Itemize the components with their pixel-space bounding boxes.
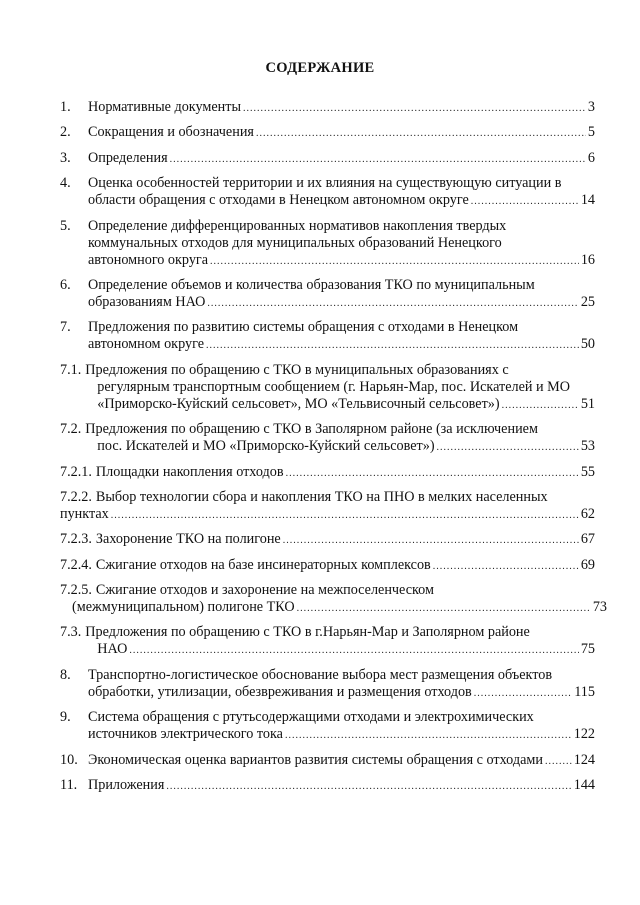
toc-entry-title: «Приморско-Куйский сельсовет», МО «Тельвисочный сельсовет») [97,395,500,412]
toc-page-number[interactable]: 62 [580,505,595,522]
toc-dot-leader [437,439,579,456]
toc-dot-leader [129,642,579,659]
toc-entry-line [88,192,595,210]
toc-entry-number: 2. [60,124,71,141]
toc-entry-number: 7. [60,319,71,336]
toc-entry-title: Приложения [88,777,165,794]
toc-page-number[interactable]: 124 [573,751,595,768]
toc-dot-leader [170,151,586,168]
toc-entry-number: 1. [60,99,71,115]
toc-entry-line [88,319,595,336]
toc-entry-line [88,252,595,270]
toc-entry-body [88,752,595,770]
toc-dot-leader [256,125,586,142]
toc-entry-line [88,667,595,684]
toc-entry-line [60,599,607,617]
toc-entry-number: 4. [60,175,71,192]
toc-entry-number: 7.3. [60,624,82,641]
toc-dot-leader [285,727,572,744]
toc-dot-leader [111,507,579,524]
toc-page-number[interactable]: 14 [580,192,595,209]
toc-entry-number: 11. [60,777,78,794]
toc-entry-number: 7.2.3. [60,531,92,548]
toc-entry-line [88,752,595,770]
toc-entry-title: Определение объемов и количества образования ТКО по муниципальным [88,276,535,293]
toc-entry-line [88,99,595,117]
toc-entry-title: регулярным транспортным сообщением (г. Нарьян-Мар, пос. Искателей и МО [97,378,571,395]
toc-dot-leader [286,465,579,482]
toc-entry-body [96,464,595,482]
toc-entry-body [88,777,595,795]
toc-entry[interactable] [60,667,595,702]
toc-entry-line [60,489,595,506]
toc-entry-number: 10. [60,751,78,768]
toc-entry[interactable] [60,464,595,482]
toc-entry-title: Предложения по обращению с ТКО в Заполярном районе (за исключением [85,421,538,438]
toc-entry-line [85,379,595,396]
toc-page-number[interactable]: 3 [587,99,595,115]
toc-page-number[interactable]: 53 [580,438,595,455]
toc-page-number[interactable]: 144 [573,777,595,794]
toc-dot-leader [206,337,579,354]
toc-entry-line [88,684,595,702]
toc-entry-number: 7.2.1. [60,463,92,480]
toc-entry[interactable] [60,362,595,414]
toc-entry-line [88,777,595,795]
toc-entry-title: Предложения по развитию системы обращения с отходами в Ненецком [88,319,519,336]
toc-dot-leader [210,253,579,270]
toc-entry-body [88,218,595,270]
toc-dot-leader [545,753,572,770]
toc-entry-line [88,709,595,726]
toc-entry-line [88,294,595,312]
toc-entry-title: Оценка особенностей территории и их влияния на существующую ситуации в [88,175,562,192]
toc-dot-leader [283,532,579,549]
toc-entry-line [88,124,595,142]
toc-entry-title: НАО [97,641,128,658]
toc-entry[interactable] [60,752,595,770]
toc-entry[interactable] [60,624,595,659]
toc-dot-leader [471,193,579,210]
toc-entry-title: источников электрического тока [88,726,283,743]
toc-entry-title: обработки, утилизации, обезвреживания и размещения отходов [88,683,472,700]
toc-entry[interactable] [60,709,595,744]
toc-entry-line [96,464,595,482]
toc-entry-title: автономного округа [88,251,209,268]
toc-page-number[interactable]: 122 [573,726,595,743]
toc-entry-title: пунктах [60,505,109,522]
toc-entry-title: Площадки накопления отходов [95,463,284,480]
toc-entry-title: Экономическая оценка вариантов развития системы обращения с отходами [88,751,543,768]
toc-entry-number: 3. [60,149,71,166]
toc-entry-title: Определение дифференцированных нормативов накопления твердых [88,217,507,234]
toc-entry-number: 7.2. [60,421,82,438]
toc-entry-title: Определения [88,149,168,166]
toc-entry-line [88,218,595,235]
toc-entry[interactable] [60,319,595,354]
toc-entry-body [88,99,595,117]
toc-entry-line [88,726,595,744]
toc-entry-title: Сокращения и обозначения [88,124,254,141]
table-of-contents [60,99,607,802]
toc-entry-body [88,319,595,354]
toc-entry-title: (межмуниципальном) полигоне ТКО [72,599,295,616]
toc-entry-title: пос. Искателей и МО «Приморско-Куйский сельсовет») [97,438,435,455]
toc-entry-title: области обращения с отходами в Ненецком автономном округе [88,192,469,209]
toc-entry-title: Предложения по обращению с ТКО в муниципальных образованиях с [85,361,509,378]
toc-entry-number: 7.2.2. [60,488,92,505]
toc-entry-line [88,235,595,252]
toc-entry-line [60,506,595,524]
toc-page-number[interactable]: 115 [574,683,595,700]
toc-entry[interactable] [60,531,595,549]
toc-dot-leader [243,100,586,117]
toc-entry-line [85,438,595,456]
toc-entry-line [88,175,595,192]
toc-entry-body [88,150,595,168]
toc-entry-line [85,421,595,438]
toc-entry-number: 9. [60,709,71,726]
toc-entry-number: 6. [60,276,71,293]
toc-dot-leader [502,397,579,414]
toc-page-number[interactable]: 25 [580,293,595,310]
toc-dot-leader [433,558,579,575]
toc-entry-body [85,362,595,414]
toc-dot-leader [207,295,578,312]
toc-entry-line [85,362,595,379]
toc-entry-body [88,175,595,210]
toc-entry-line [85,641,595,659]
toc-entry[interactable] [60,277,595,312]
toc-entry-number: 5. [60,217,71,234]
toc-entry[interactable] [60,218,595,270]
toc-page-number[interactable]: 5 [587,124,595,141]
toc-entry-number: 7.1. [60,361,82,378]
toc-entry-body [85,624,595,659]
toc-entry-title: Система обращения с ртутьсодержащими отходами и электрохимических [88,709,534,726]
toc-page-number[interactable]: 67 [580,531,595,548]
toc-entry-number: 7.2.5. [60,582,92,599]
toc-entry-line [88,336,595,354]
toc-entry-body [88,124,595,142]
toc-entry-line [85,624,595,641]
toc-page-number[interactable]: 51 [580,395,595,412]
toc-entry-title: коммунальных отходов для муниципальных образований Ненецкого [88,234,502,251]
toc-entry[interactable] [60,150,595,168]
toc-entry-line [96,531,595,549]
toc-entry-title: образованиям НАО [88,293,206,310]
toc-entry-title: Предложения по обращению с ТКО в г.Нарьян-Мар и Заполярном районе [85,624,530,641]
toc-entry[interactable] [60,582,607,617]
toc-entry[interactable] [60,421,595,456]
toc-page-number[interactable]: 50 [580,336,595,353]
toc-dot-leader [166,778,571,795]
toc-dot-leader [297,600,591,617]
toc-entry-line [88,150,595,168]
toc-entry[interactable] [60,99,595,117]
toc-entry-body [88,277,595,312]
toc-entry-line [96,557,595,575]
page-title: СОДЕРЖАНИЕ [265,60,375,76]
toc-entry[interactable] [60,489,595,524]
toc-page-number[interactable]: 55 [580,463,595,480]
toc-entry-line [85,396,595,414]
toc-page-number[interactable]: 75 [580,641,595,658]
toc-entry-line [88,277,595,294]
toc-entry-body [88,709,595,744]
toc-entry[interactable] [60,557,595,575]
toc-entry[interactable] [60,175,595,210]
toc-entry-title: Выбор технологии сбора и накопления ТКО на ПНО в мелких населенных [95,488,548,505]
toc-entry-body [96,531,595,549]
toc-entry-body [85,421,595,456]
toc-entry-title: Сжигание отходов на базе инсинераторных комплексов [95,556,431,573]
toc-entry-number: 7.2.4. [60,556,92,573]
toc-entry-number: 8. [60,666,71,683]
toc-entry[interactable] [60,124,595,142]
toc-page-number[interactable]: 73 [592,599,607,616]
toc-page-number[interactable]: 69 [580,556,595,573]
toc-page-number[interactable]: 6 [587,149,595,166]
toc-entry-body [96,557,595,575]
toc-entry-title: Нормативные документы [88,99,241,115]
toc-entry-title: Сжигание отходов и захоронение на межпоселенческом [95,582,434,599]
toc-entry-title: Захоронение ТКО на полигоне [95,531,281,548]
toc-entry[interactable] [60,777,595,795]
toc-dot-leader [474,685,573,702]
toc-entry-title: Транспортно-логистическое обоснование выбора мест размещения объектов [88,666,553,683]
toc-entry-line [60,582,595,599]
toc-page-number[interactable]: 16 [580,251,595,268]
toc-entry-title: автономном округе [88,336,204,353]
toc-entry-body [88,667,595,702]
